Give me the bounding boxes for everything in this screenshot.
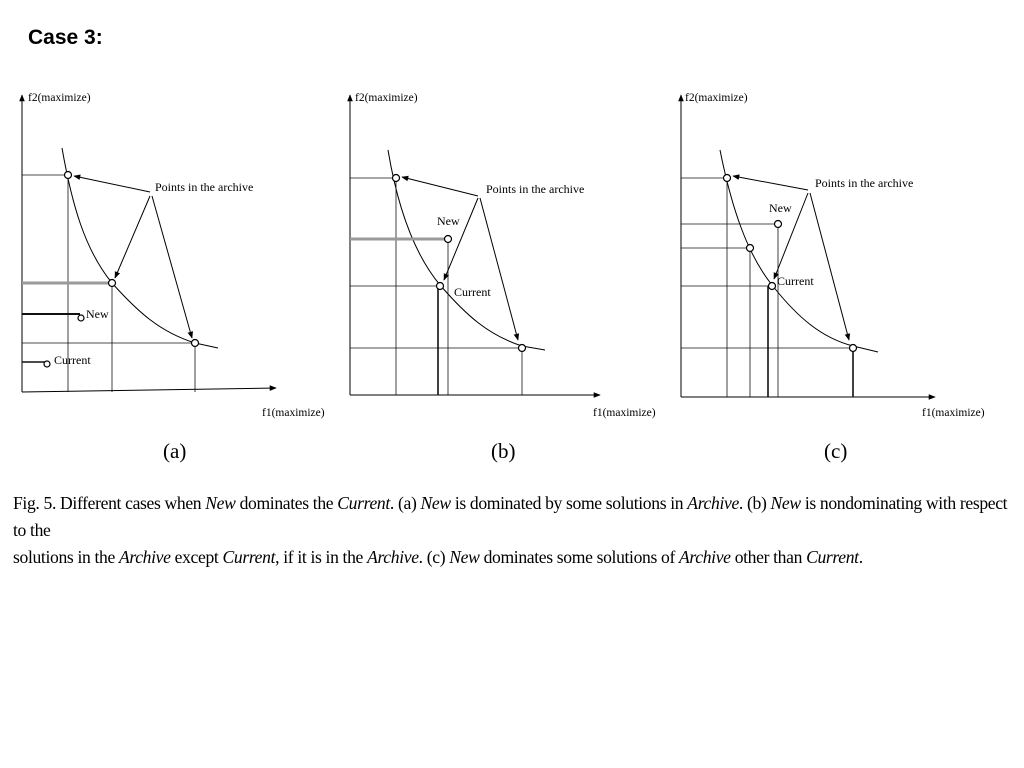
panel-b-arrow — [402, 177, 478, 196]
panel-b-current-point — [437, 283, 444, 290]
panel-a-current-point — [44, 361, 50, 367]
caption-segment: dominates some solutions of — [479, 547, 680, 567]
panel-a-archive-label: Points in the archive — [155, 180, 254, 194]
panel-a — [22, 92, 325, 463]
caption-segment: dominates the — [235, 493, 338, 513]
figure-caption — [13, 490, 1013, 571]
panel-a-arrow — [152, 196, 192, 338]
panel-b-archive-point — [393, 175, 400, 182]
caption-segment: Current — [222, 547, 276, 567]
panel-b-arrow — [480, 198, 518, 340]
caption-segment: is dominated by some solutions in — [450, 493, 688, 513]
caption-segment: . (a) — [389, 493, 421, 513]
panel-a-x-axis-label: f1(maximize) — [262, 407, 325, 419]
panel-c-current-label: Current — [777, 274, 814, 288]
panel-b-new-label: New — [437, 214, 460, 228]
panel-a-archive-point — [65, 172, 72, 179]
panel-c-archive-point — [724, 175, 731, 182]
caption-segment: is nondominating with respect to the — [13, 493, 1008, 540]
panel-a-sub-caption: (a) — [163, 439, 187, 463]
caption-segment: Archive — [687, 493, 739, 513]
panel-a-archive-point — [192, 340, 199, 347]
panel-a-arrow — [115, 196, 150, 278]
panel-b-sub-caption: (b) — [491, 439, 516, 463]
panel-c-arrow — [733, 176, 808, 190]
caption-line-1 — [13, 493, 1007, 540]
panel-c-x-axis-label: f1(maximize) — [922, 407, 985, 419]
panel-c — [681, 92, 985, 463]
caption-segment: Archive — [118, 547, 171, 567]
caption-segment: New — [420, 493, 451, 513]
panel-a-current-label: Current — [54, 353, 91, 367]
panel-c-archive-point — [850, 345, 857, 352]
panel-c-current-point — [769, 283, 776, 290]
caption-segment: other than — [730, 547, 807, 567]
panel-c-y-axis-label: f2(maximize) — [685, 92, 748, 104]
caption-line-2 — [13, 547, 863, 567]
caption-segment: New — [770, 493, 801, 513]
panel-c-sub-caption: (c) — [824, 439, 848, 463]
panel-c-arrow — [810, 193, 849, 340]
panel-a-new-label: New — [86, 307, 109, 321]
panel-b — [350, 92, 656, 463]
panel-b-x-axis-label: f1(maximize) — [593, 407, 656, 419]
panel-c-new-point — [775, 221, 782, 228]
panel-b-current-label: Current — [454, 285, 491, 299]
caption-segment: except — [170, 547, 223, 567]
caption-segment: Fig. 5. Different cases when — [13, 493, 206, 513]
caption-segment: New — [449, 547, 480, 567]
caption-segment: Archive — [367, 547, 419, 567]
panel-a-new-point — [78, 315, 84, 321]
panel-a-arrow — [74, 176, 150, 192]
caption-segment: Archive — [679, 547, 731, 567]
caption-segment: solutions in the — [13, 547, 119, 567]
panel-c-archive-point — [747, 245, 754, 252]
panel-a-archive-point — [109, 280, 116, 287]
panel-b-archive-label: Points in the archive — [486, 182, 585, 196]
caption-segment: , if it is in the — [275, 547, 368, 567]
panel-b-new-point — [445, 236, 452, 243]
caption-segment: New — [205, 493, 236, 513]
panel-a-x-axis — [22, 388, 276, 392]
caption-segment: . — [858, 547, 863, 567]
panel-b-y-axis-label: f2(maximize) — [355, 92, 418, 104]
panel-a-y-axis-label: f2(maximize) — [28, 92, 91, 104]
caption-segment: Current — [806, 547, 859, 567]
caption-segment: . (c) — [418, 547, 450, 567]
panel-b-pareto-curve — [388, 150, 545, 350]
slide-title: Case 3: — [28, 26, 103, 49]
panel-c-new-label: New — [769, 201, 792, 215]
caption-segment: . (b) — [738, 493, 771, 513]
panel-c-archive-label: Points in the archive — [815, 176, 914, 190]
caption-segment: Current — [337, 493, 390, 513]
panel-b-archive-point — [519, 345, 526, 352]
